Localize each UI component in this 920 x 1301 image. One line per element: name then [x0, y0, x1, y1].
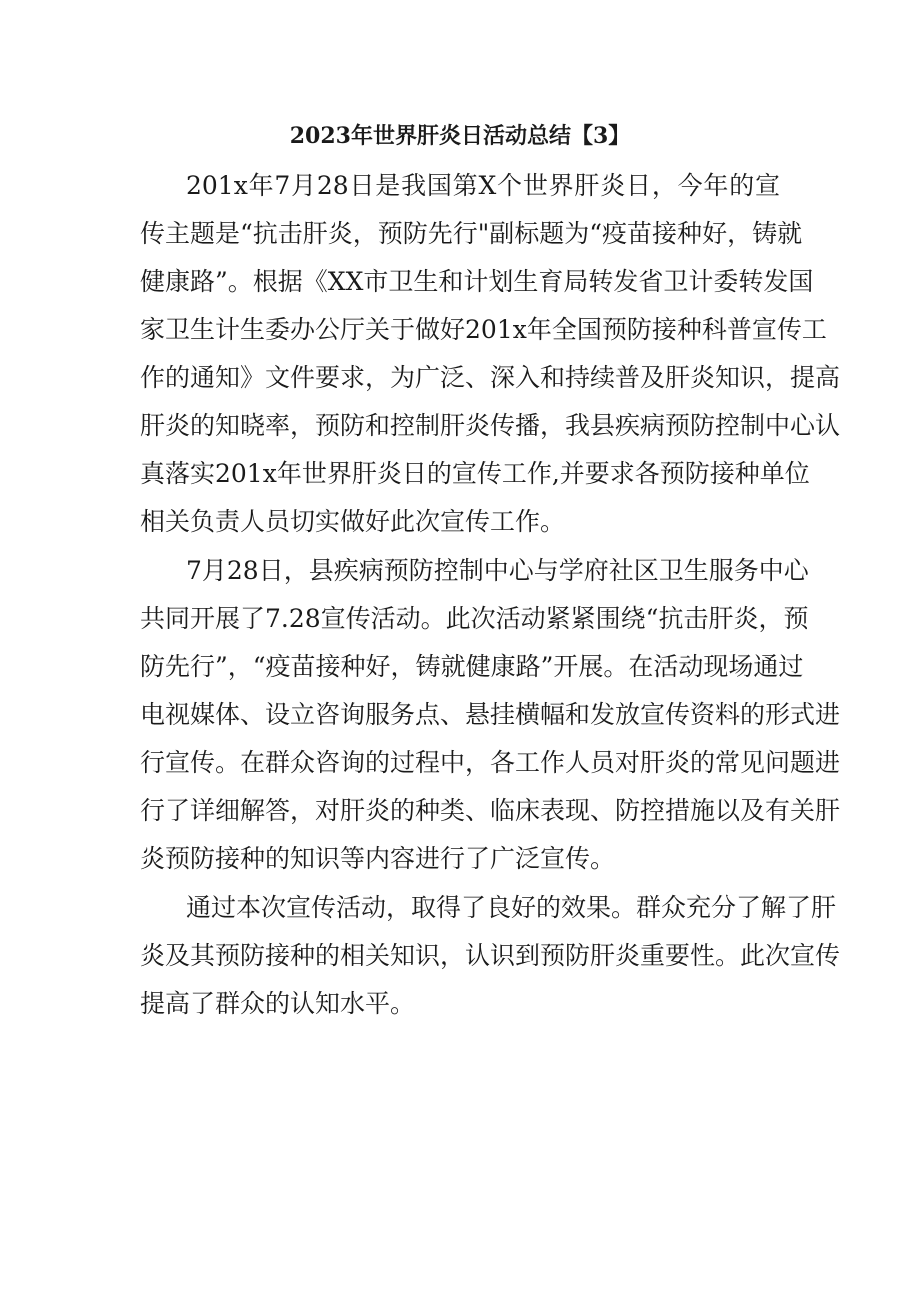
paragraph-line: 防先行”，“疫苗接种好，铸就健康路”开展。在活动现场通过 — [140, 652, 804, 681]
paragraph-line: 传主题是“抗击肝炎，预防先行"副标题为“疫苗接种好，铸就 — [140, 219, 803, 248]
paragraph-line: 行宣传。在群众咨询的过程中，各工作人员对肝炎的常见问题进 — [140, 748, 841, 777]
paragraph-line: 共同开展了7.28宣传活动。此次活动紧紧围绕“抗击肝炎，预 — [140, 604, 809, 633]
paragraph-line: 行了详细解答，对肝炎的种类、临床表现、防控措施以及有关肝 — [140, 796, 841, 825]
paragraph-line: 家卫生计生委办公厅关于做好201x年全国预防接种科普宣传工 — [140, 315, 827, 344]
paragraph-line: 健康路”。根据《XX市卫生和计划生育局转发省卫计委转发国 — [140, 267, 814, 296]
paragraph-line: 相关负责人员切实做好此次宣传工作。 — [140, 507, 566, 536]
paragraph-line: 炎预防接种的知识等内容进行了广泛宣传。 — [140, 844, 616, 873]
paragraph-line: 真落实201x年世界肝炎日的宣传工作,并要求各预防接种单位 — [140, 459, 810, 488]
paragraph-line: 提高了群众的认知水平。 — [140, 989, 416, 1018]
paragraph-line: 201x年7月28日是我国第X个世界肝炎日，今年的宣 — [186, 171, 780, 200]
paragraph-line: 通过本次宣传活动，取得了良好的效果。群众充分了解了肝 — [186, 893, 837, 922]
paragraph-3 — [140, 884, 841, 1028]
paragraph-line: 7月28日，县疾病预防控制中心与学府社区卫生服务中心 — [186, 556, 809, 585]
paragraph-line: 电视媒体、设立咨询服务点、悬挂横幅和发放宣传资料的形式进 — [140, 700, 841, 729]
paragraph-1 — [140, 162, 841, 546]
paragraph-line: 炎及其预防接种的相关知识，认识到预防肝炎重要性。此次宣传 — [140, 941, 841, 970]
paragraph-2 — [140, 547, 841, 883]
paragraph-line: 作的通知》文件要求，为广泛、深入和持续普及肝炎知识，提高 — [140, 363, 841, 392]
paragraph-line: 肝炎的知晓率，预防和控制肝炎传播，我县疾病预防控制中心认 — [140, 411, 841, 440]
document-title: 2023年世界肝炎日活动总结【3】 — [289, 123, 631, 149]
